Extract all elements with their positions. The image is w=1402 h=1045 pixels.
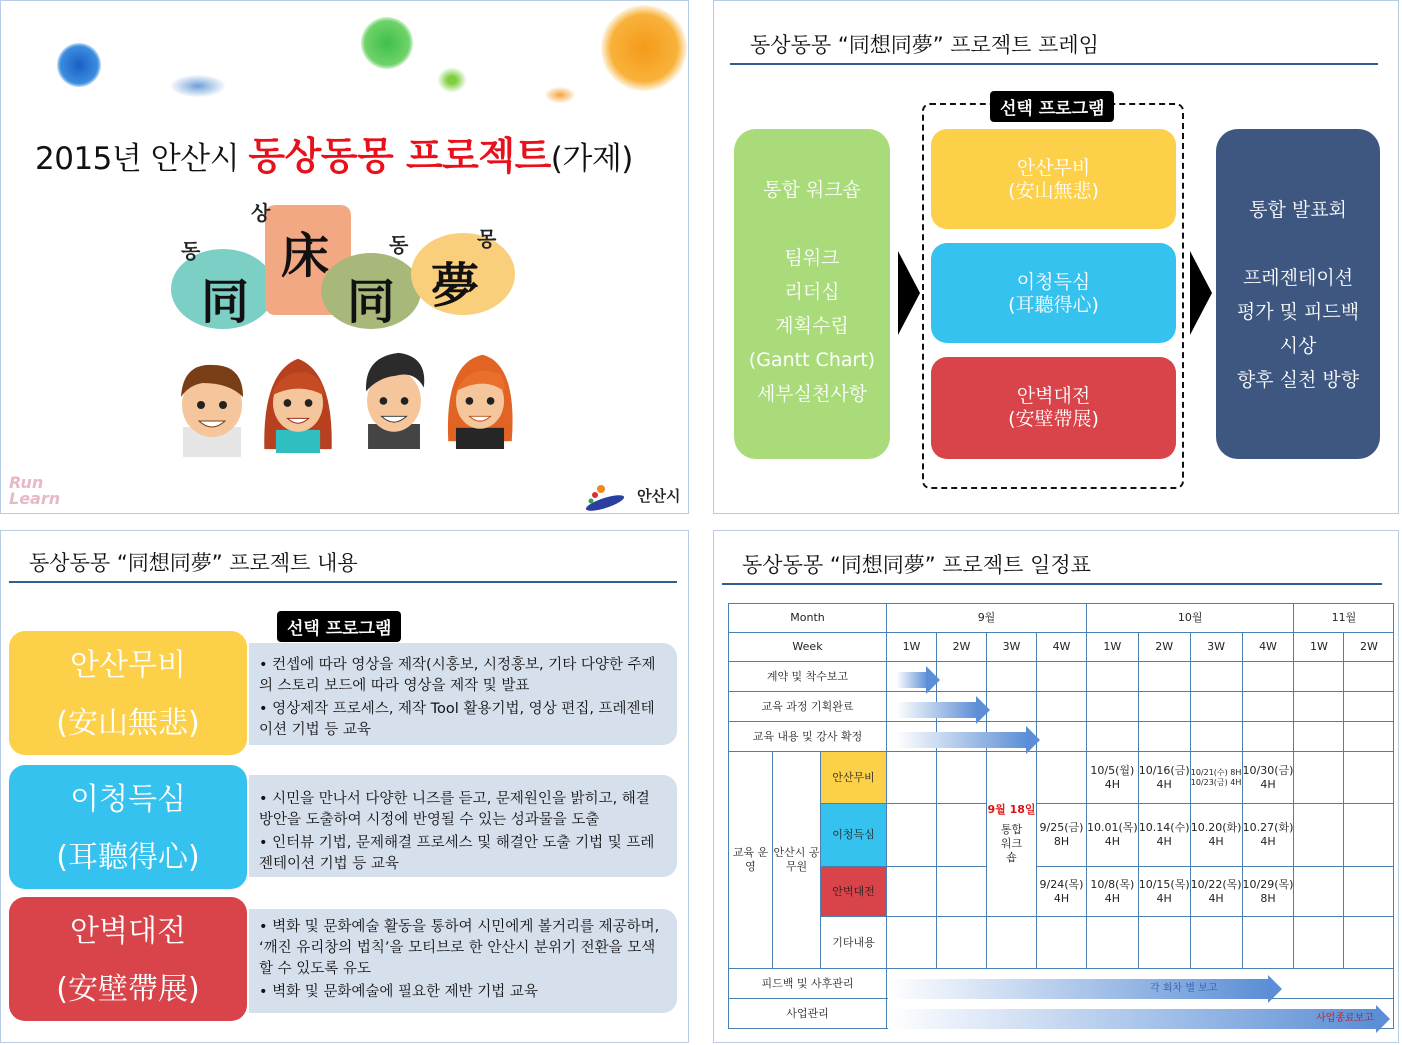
- hanja-char: 同: [201, 274, 250, 330]
- slide-title: [0, 0, 689, 514]
- wall-cell: 10/15(목) 4H: [1138, 867, 1190, 917]
- ansan-emblem-icon: [585, 481, 627, 511]
- week-cell: 2W: [1138, 633, 1190, 662]
- wall-cell: 10/22(목) 4H: [1190, 867, 1242, 917]
- listen-cell: 9/25(금) 8H: [1037, 804, 1087, 867]
- select-program-label: 선택 프로그램: [990, 91, 1114, 122]
- month-cell: 11월: [1294, 604, 1394, 633]
- listen-cell: 10.27(화) 4H: [1242, 804, 1294, 867]
- arrow-right-icon: [898, 251, 920, 335]
- week-cell: 4W: [1037, 633, 1087, 662]
- workshop-box: 통합 워크숍 팀워크 리더십 계획수립 (Gantt Chart) 세부실천사항: [734, 129, 890, 459]
- month-cell: 10월: [1087, 604, 1294, 633]
- row-label-manage: 사업관리: [729, 999, 887, 1029]
- slide1-title: 2015년 안산시 동상동몽 프로젝트(가제): [35, 134, 633, 178]
- slide2-title: 동상동몽 “同想同夢” 프로젝트 프레임: [750, 33, 1099, 57]
- program-box-movie: 안산무비 (安山無悲): [931, 129, 1176, 229]
- week-cell: 2W: [937, 633, 987, 662]
- slide-content: [0, 530, 689, 1043]
- orange-small-splash: [545, 87, 575, 103]
- desc-box-wall: • 벽화 및 문화예술 활동을 통하여 시민에게 볼거리를 제공하며, ‘깨진 유리창의 법칙’을 모티브로 한 안산시 분위기 전환을 모색할 수 있도록 유도 • 벽화 및 문화예술에 필요한 제반 기법 교육: [249, 909, 677, 1013]
- schedule-table: [728, 603, 1394, 1029]
- row-label-content: 교육 내용 및 강사 확정: [729, 722, 887, 752]
- workshop-cell: [987, 752, 1037, 917]
- lightblue-paint-splash: [171, 75, 225, 97]
- dots-paint-splash: [437, 67, 467, 93]
- slide-frame: [713, 0, 1399, 514]
- program-box-wall: 안벽대전 (安壁帶展): [931, 357, 1176, 459]
- woman-face-icon: [441, 349, 519, 449]
- presentation-box: 통합 발표회 프레젠테이션 평가 및 피드백 시상 향후 실천 방향: [1216, 129, 1380, 459]
- week-cell: 1W: [887, 633, 937, 662]
- listen-cell: 10.01(목) 4H: [1087, 804, 1139, 867]
- man-face-icon: [355, 349, 433, 449]
- feedback-text: 각 회차 별 보고: [1150, 983, 1218, 994]
- girl-face-icon: [259, 353, 337, 453]
- select-program-label: 선택 프로그램: [277, 611, 401, 642]
- title-underline: [9, 581, 677, 583]
- slide-schedule: [713, 530, 1399, 1043]
- week-cell: 3W: [1190, 633, 1242, 662]
- workshop-date: 9월 18일: [987, 803, 1036, 816]
- row-label-wall: 안벽대전: [821, 867, 887, 917]
- program-box-movie: 안산무비 (安山無悲): [9, 631, 247, 755]
- row-label-movie: 안산무비: [821, 752, 887, 804]
- workshop-label: 통합 워크숍: [1000, 823, 1023, 864]
- arrow-right-icon: [1190, 251, 1212, 335]
- month-cell: 9월: [887, 604, 1087, 633]
- desc-box-movie: • 컨셉에 따라 영상을 제작(시홍보, 시정홍보, 기타 다양한 주제의 스토리 보드에 따라 영상을 제작 및 발표 • 영상제작 프로세스, 제작 Tool 활용기법, 영상 편집, 프레젠테이션 기법 등 교육: [249, 643, 677, 745]
- month-header: Month: [729, 604, 887, 633]
- row-label-officials: 안산시 공무원: [773, 752, 821, 969]
- gantt-bar-contract: [896, 672, 928, 688]
- gantt-arrow-icon: [1376, 1005, 1390, 1033]
- title-underline: [722, 583, 1382, 585]
- manage-text: 사업종료보고: [1316, 1013, 1374, 1024]
- hanja-char: 夢: [431, 258, 480, 314]
- row-label-listen: 이청득심: [821, 804, 887, 867]
- row-label-plan: 교육 과정 기획완료: [729, 692, 887, 722]
- gantt-bar-manage: [888, 1009, 1378, 1029]
- row-label-edu: 교육 운영: [729, 752, 773, 969]
- row-label-contract: 계약 및 착수보고: [729, 662, 887, 692]
- gantt-arrow-icon: [976, 696, 990, 724]
- row-label-feedback: 피드백 및 사후관리: [729, 969, 887, 999]
- movie-cell: 10/30(금) 4H: [1242, 752, 1294, 804]
- program-box-listen: 이청득심 (耳聽得心): [931, 243, 1176, 343]
- program-box-wall: 안벽대전 (安壁帶展): [9, 897, 247, 1021]
- listen-cell: 10.14(수) 4H: [1138, 804, 1190, 867]
- week-cell: 2W: [1344, 633, 1394, 662]
- movie-cell: 10/5(월) 4H: [1087, 752, 1139, 804]
- listen-cell: 10.20(화) 4H: [1190, 804, 1242, 867]
- wall-cell: 9/24(목) 4H: [1037, 867, 1087, 917]
- movie-cell: 10/21(수) 8H 10/23(금) 4H: [1190, 752, 1242, 804]
- week-header: Week: [729, 633, 887, 662]
- gantt-arrow-icon: [1026, 726, 1040, 754]
- slide3-title: 동상동몽 “同想同夢” 프로젝트 내용: [29, 551, 358, 575]
- hanja-char: 同: [347, 274, 396, 330]
- desc-box-listen: • 시민을 만나서 다양한 니즈를 듣고, 문제원인을 밝히고, 해결 방안을 도출하여 시정에 반영될 수 있는 성과물을 도출 • 인터뷰 기법, 문제해결 프로세스 및 해결안 도출 기법 및 프레젠테이션 기법 등 교육: [249, 775, 677, 877]
- ansan-logo-text: 안산시: [637, 487, 681, 505]
- week-cell: 1W: [1294, 633, 1344, 662]
- runlearn-logo: Run Learn: [9, 473, 61, 508]
- char-reading: 몽: [477, 227, 497, 251]
- title-underline: [730, 63, 1378, 65]
- week-cell: 3W: [987, 633, 1037, 662]
- gantt-arrow-icon: [1268, 975, 1282, 1003]
- wall-cell: 10/8(목) 4H: [1087, 867, 1139, 917]
- green-paint-splash: [361, 17, 413, 69]
- slide4-title: 동상동몽 “同想同夢” 프로젝트 일정표: [742, 553, 1091, 577]
- week-cell: 1W: [1087, 633, 1139, 662]
- gantt-bar-plan: [896, 702, 978, 718]
- wall-cell: 10/29(목) 8H: [1242, 867, 1294, 917]
- blue-paint-splash: [57, 43, 101, 87]
- orange-paint-splash: [601, 5, 687, 91]
- movie-cell: 10/16(금) 4H: [1138, 752, 1190, 804]
- boy-face-icon: [173, 357, 251, 457]
- gantt-bar-content: [896, 732, 1028, 748]
- hanja-char: 床: [281, 228, 330, 284]
- gantt-arrow-icon: [926, 666, 940, 694]
- week-cell: 4W: [1242, 633, 1294, 662]
- row-label-etc: 기타내용: [821, 917, 887, 969]
- program-box-listen: 이청득심 (耳聽得心): [9, 765, 247, 889]
- char-reading: 상: [251, 201, 271, 225]
- char-reading: 동: [389, 233, 409, 257]
- char-reading: 동: [181, 239, 201, 263]
